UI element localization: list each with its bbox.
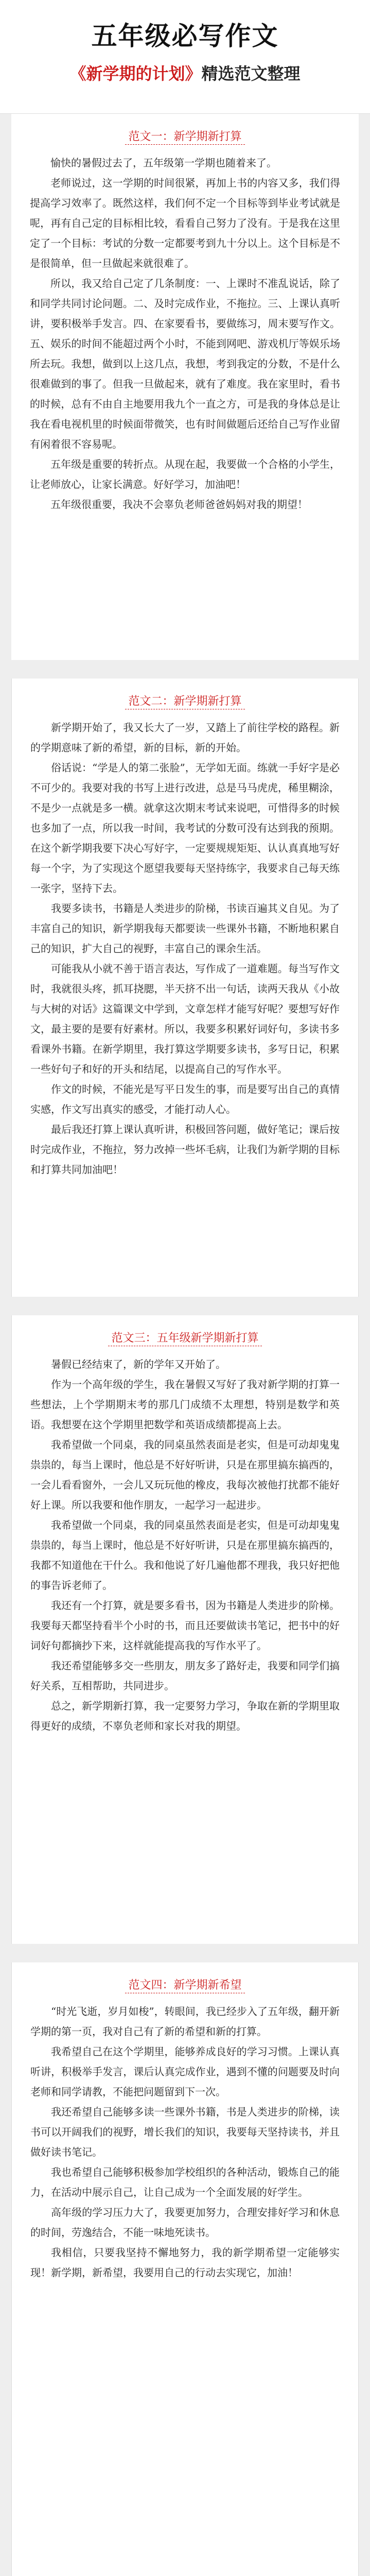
essay-paragraph: 高年级的学习压力大了，我要更加努力，合理安排好学习和休息的时间，劳逸结合，不能一味地死读书。 xyxy=(30,2206,340,2239)
essay-paragraph: 我希望自己在这个学期里，能够养成良好的学习习惯。上课认真听讲，积极举手发言，课后认真完成作业，遇到不懂的问题要及时向老师和同学请教，不能把问题留到下一次。 xyxy=(30,2045,340,2098)
sub-title xyxy=(0,61,370,84)
essay-title: 范文四：新学期新希望 xyxy=(30,1977,340,1994)
essay-paragraph: 我相信，只要我坚持不懈地努力，我的新学期希望一定能够实现！新学期，新希望，我要用自己的行动去实现它，加油！ xyxy=(30,2246,340,2279)
essay-paragraph: 五年级是重要的转折点。从现在起，我要做一个合格的小学生，让老师放心，让家长满意。好好学习，加油吧！ xyxy=(30,458,340,490)
essay-paragraph: 我希望做一个同桌，我的同桌虽然表面是老实，但是可动却鬼鬼祟祟的，每当上课时，他总是不好好听讲，只是在那里搞东搞西的，我都不知道他在干什么。我和他说了好几遍他都不理我，我只好把他的事告诉老师了。 xyxy=(30,1519,340,1591)
essay-paragraph: 我希望做一个同桌，我的同桌虽然表面是老实，但是可动却鬼鬼祟祟的，每当上课时，他总是不好好听讲，只是在那里搞东搞西的，一会儿看看窗外，一会儿又玩玩他的橡皮，我每次被他打扰都不能好好上课。所以我要和他作朋友，一起学习一起进步。 xyxy=(30,1438,340,1511)
essay-paragraph: 俗话说：“学是人的第二张脸”，无学如无面。练就一手好字是必不可少的。我要对我的书写上进行改进，总是马马虎虎，稀里糊涂，不是少一点就是多一横。就拿这次期末考试来说吧，可惜得多的时候也多加了一点，所以我一时间，我考试的分数可没有达到我的预期。在这个新学期我要下决心写好字，一定要规规矩矩、认认真真地写好每一个字，为了实现这个愿望我要每天坚持练字，我要求自己每天练一张字，坚持下去。 xyxy=(30,761,340,894)
main-title: 五年级必写作文 xyxy=(91,21,279,51)
essay-paragraph: 我还有一个打算，就是要多看书，因为书籍是人类进步的阶梯。我要每天都坚持看半个小时的书，而且还要做读书笔记，把书中的好词好句都摘抄下来，这样就能提高我的写作水平了。 xyxy=(30,1599,340,1652)
essay-paragraph: 我还希望自己能够多读一些课外书籍，书是人类进步的阶梯，读书可以开阔我们的视野，增长我们的知识，我要每天坚持读书，并且做好读书笔记。 xyxy=(30,2106,340,2158)
essay-paragraph: 我要多读书，书籍是人类进步的阶梯，书读百遍其义自见。为了丰富自己的知识，新学期我每天都要读一些课外书籍，不断地积累自己的知识，扩大自己的视野，丰富自己的课余生活。 xyxy=(30,902,340,955)
essay-title: 范文二：新学期新打算 xyxy=(30,693,340,710)
essay-paragraph: “时光飞逝，岁月如梭”，转眼间，我已经步入了五年级，翻开新学期的第一页，我对自己有了新的希望和新的打算。 xyxy=(30,2005,340,2038)
sub-title-black: 精选范文整理 xyxy=(201,64,301,83)
essay-block-4 xyxy=(11,1962,359,2576)
essay-paragraph: 最后我还打算上课认真听讲，积极回答问题，做好笔记；课后按时完成作业，不拖拉，努力改掉一些坏毛病，让我们为新学期的目标和打算共同加油吧！ xyxy=(30,1123,340,1176)
page-header xyxy=(0,0,370,114)
section-gap xyxy=(0,660,370,679)
essay-paragraph: 可能我从小就不善于语言表达，写作成了一道难题。每当写作文时，我就很头疼，抓耳挠腮，半天挤不出一句话，读两天我从《小故与大树的对话》这篇课文中学到，文章怎样才能写好呢？要想写好作文，最主要的是要有好素材。所以，我要多积累好词好句，多读书多看课外书籍。在新学期里，我打算这学期要多读书，多写日记，积累一些好句子和好的开头和结尾，以提高自己的写作水平。 xyxy=(30,962,340,1075)
essay-paragraph: 所以，我又给自己定了几条制度：一、上课时不准乱说话，除了和同学共同讨论问题。二、及时完成作业，不拖拉。三、上课认真听讲，要积极举手发言。四、在家要看书，要做练习，周末要写作文。五、娱乐的时间不能超过两个小时，不能到网吧、游戏机厅等娱乐场所去玩。我想，做到以上这几点，我想，考到我定的分数，不是什么很难做到的事了。但我一旦做起来，就有了难度。我在家里时，看书的时候，总有不由自主地要用我九个一直之方，可是我的身体总是让我在看电视机里的时候面带微笑，也有时间做题后还给自己写作业留有闲着很不容易呢。 xyxy=(30,277,340,450)
essay-block-2 xyxy=(11,679,359,1297)
essay-title: 范文一：新学期新打算 xyxy=(30,128,340,146)
essay-paragraph: 暑假已经结束了，新的学年又开始了。 xyxy=(51,1358,226,1370)
essay-title: 范文三：五年级新学期新打算 xyxy=(30,1330,340,1347)
essay-paragraph: 我也希望自己能够积极参加学校组织的各种活动，锻炼自己的能力，在活动中展示自己，让自己成为一个全面发展的好学生。 xyxy=(30,2166,340,2198)
sub-title-red: 《新学期的计划》 xyxy=(69,64,202,83)
essay-paragraph: 作文的时候，不能光是写平日发生的事，而是要写出自己的真情实感，作文写出真实的感受，才能打动人心。 xyxy=(30,1083,340,1115)
essay-block-3 xyxy=(11,1315,359,1944)
essay-paragraph: 总之，新学期新打算，我一定要努力学习，争取在新的学期里取得更好的成绩，不辜负老师和家长对我的期望。 xyxy=(30,1700,340,1732)
essay-paragraph: 五年级很重要，我决不会辜负老师爸爸妈妈对我的期望！ xyxy=(50,498,308,511)
essay-block-1 xyxy=(11,114,359,660)
essay-paragraph: 我还希望能够多交一些朋友，朋友多了路好走，我要和同学们搞好关系，互相帮助，共同进步。 xyxy=(30,1659,340,1692)
essay-paragraph: 老师说过，这一学期的时间很紧，再加上书的内容又多，我们得提高学习效率了。既然这样，我们何不定一个目标等到毕业考试就是呢，再有自己定的目标相比较，看看自己努力了没有。于是我在这里定了一个目标：考试的分数一定都要考到九十分以上。这个目标是不是很简单，但一旦做起来就很难了。 xyxy=(30,177,340,269)
essay-paragraph: 愉快的暑假过去了，五年级第一学期也随着来了。 xyxy=(50,157,277,169)
essay-paragraph: 新学期开始了，我又长大了一岁，又踏上了前往学校的路程。新的学期意味了新的希望，新的目标，新的开始。 xyxy=(30,721,340,754)
section-gap xyxy=(0,1944,370,1962)
section-gap xyxy=(0,1297,370,1315)
essay-paragraph: 作为一个高年级的学生，我在暑假又写好了我对新学期的打算一些想法，上个学期期末考的那几门成绩不太理想，特别是数学和英语。我想要在这个学期里把数学和英语成绩都提高上去。 xyxy=(30,1378,340,1431)
